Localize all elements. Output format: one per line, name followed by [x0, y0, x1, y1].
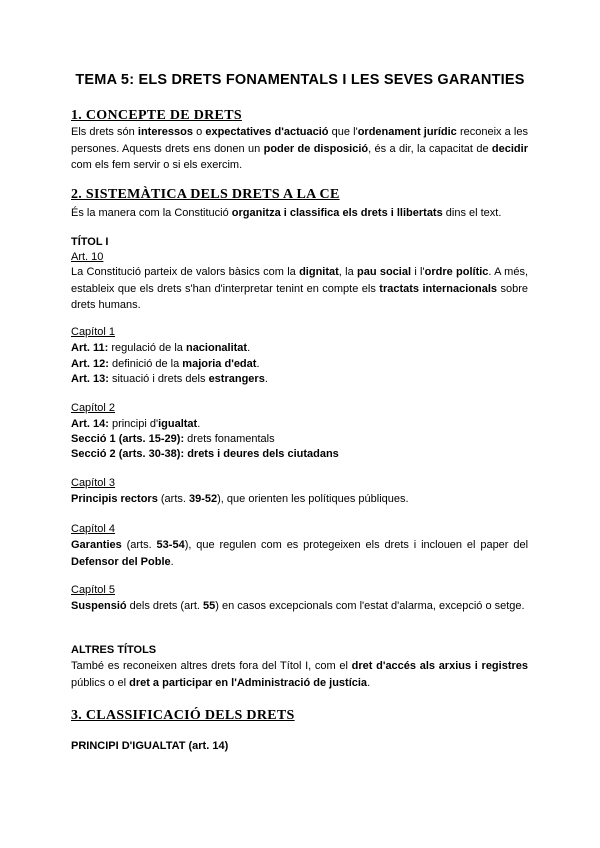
capitol-1-line: Art. 11: regulació de la nacionalitat.: [71, 342, 251, 354]
capitol-2-label: Capítol 2: [71, 402, 116, 414]
capitol-1-line: Art. 13: situació i drets dels estrangers.: [71, 373, 268, 385]
section-2-heading: 2. SISTEMÀTICA DELS DRETS A LA CE: [71, 187, 340, 202]
section-3-heading: 3. CLASSIFICACIÓ DELS DRETS: [71, 708, 295, 723]
altres-titols-heading: ALTRES TÍTOLS: [71, 644, 157, 656]
titol-1-heading: TÍTOL I: [71, 236, 109, 248]
document-title: TEMA 5: ELS DRETS FONAMENTALS I LES SEVES GARANTIES: [75, 72, 525, 88]
section-2-intro: És la manera com la Constitució organitza i classifica els drets i llibertats dins el text.: [71, 207, 502, 219]
capitol-1-line: Art. 12: definició de la majoria d'edat.: [71, 358, 260, 370]
capitol-2-line: Secció 1 (arts. 15-29): drets fonamentals: [71, 433, 275, 445]
capitol-5-label: Capítol 5: [71, 584, 116, 596]
capitol-2-line: Secció 2 (arts. 30-38): drets i deures dels ciutadans: [71, 448, 339, 460]
capitol-3-text: Principis rectors (arts. 39-52), que orienten les polítiques públiques.: [71, 493, 409, 505]
altres-titols-paragraph: També es reconeixen altres drets fora del Títol I, com el dret d'accés als arxius i registres públics o el dret a participar en l'Administració de justícia.: [71, 660, 529, 689]
art-10-label: Art. 10: [71, 251, 104, 263]
art-10-paragraph: La Constitució parteix de valors bàsics com la dignitat, la pau social i l'ordre polític. A més, estableix que els drets s'han d'interpretar tenint en compte els tractats internacionals sobre drets humans.: [71, 266, 529, 311]
section-1-paragraph: Els drets són interessos o expectatives d'actuació que l'ordenament jurídic reconeix a les persones. Aquests drets ens donen un poder de disposició, és a dir, la capacitat de decidir com els fem servir o si els exercim.: [71, 126, 528, 171]
principi-igualtat-heading: PRINCIPI D'IGUALTAT (art. 14): [71, 740, 229, 752]
capitol-1-label: Capítol 1: [71, 326, 116, 338]
capitol-2-line: Art. 14: principi d'igualtat.: [71, 418, 201, 430]
capitol-5-paragraph: Suspensió dels drets (art. 55) en casos excepcionals com l'estat d'alarma, excepció o setge.: [71, 600, 525, 612]
capitol-4-paragraph: Garanties (arts. 53-54), que regulen com es protegeixen els drets i inclouen el paper del Defensor del Poble.: [71, 539, 529, 568]
section-1-heading: 1. CONCEPTE DE DRETS: [71, 108, 242, 123]
capitol-3-label: Capítol 3: [71, 477, 116, 489]
capitol-4-label: Capítol 4: [71, 523, 116, 535]
